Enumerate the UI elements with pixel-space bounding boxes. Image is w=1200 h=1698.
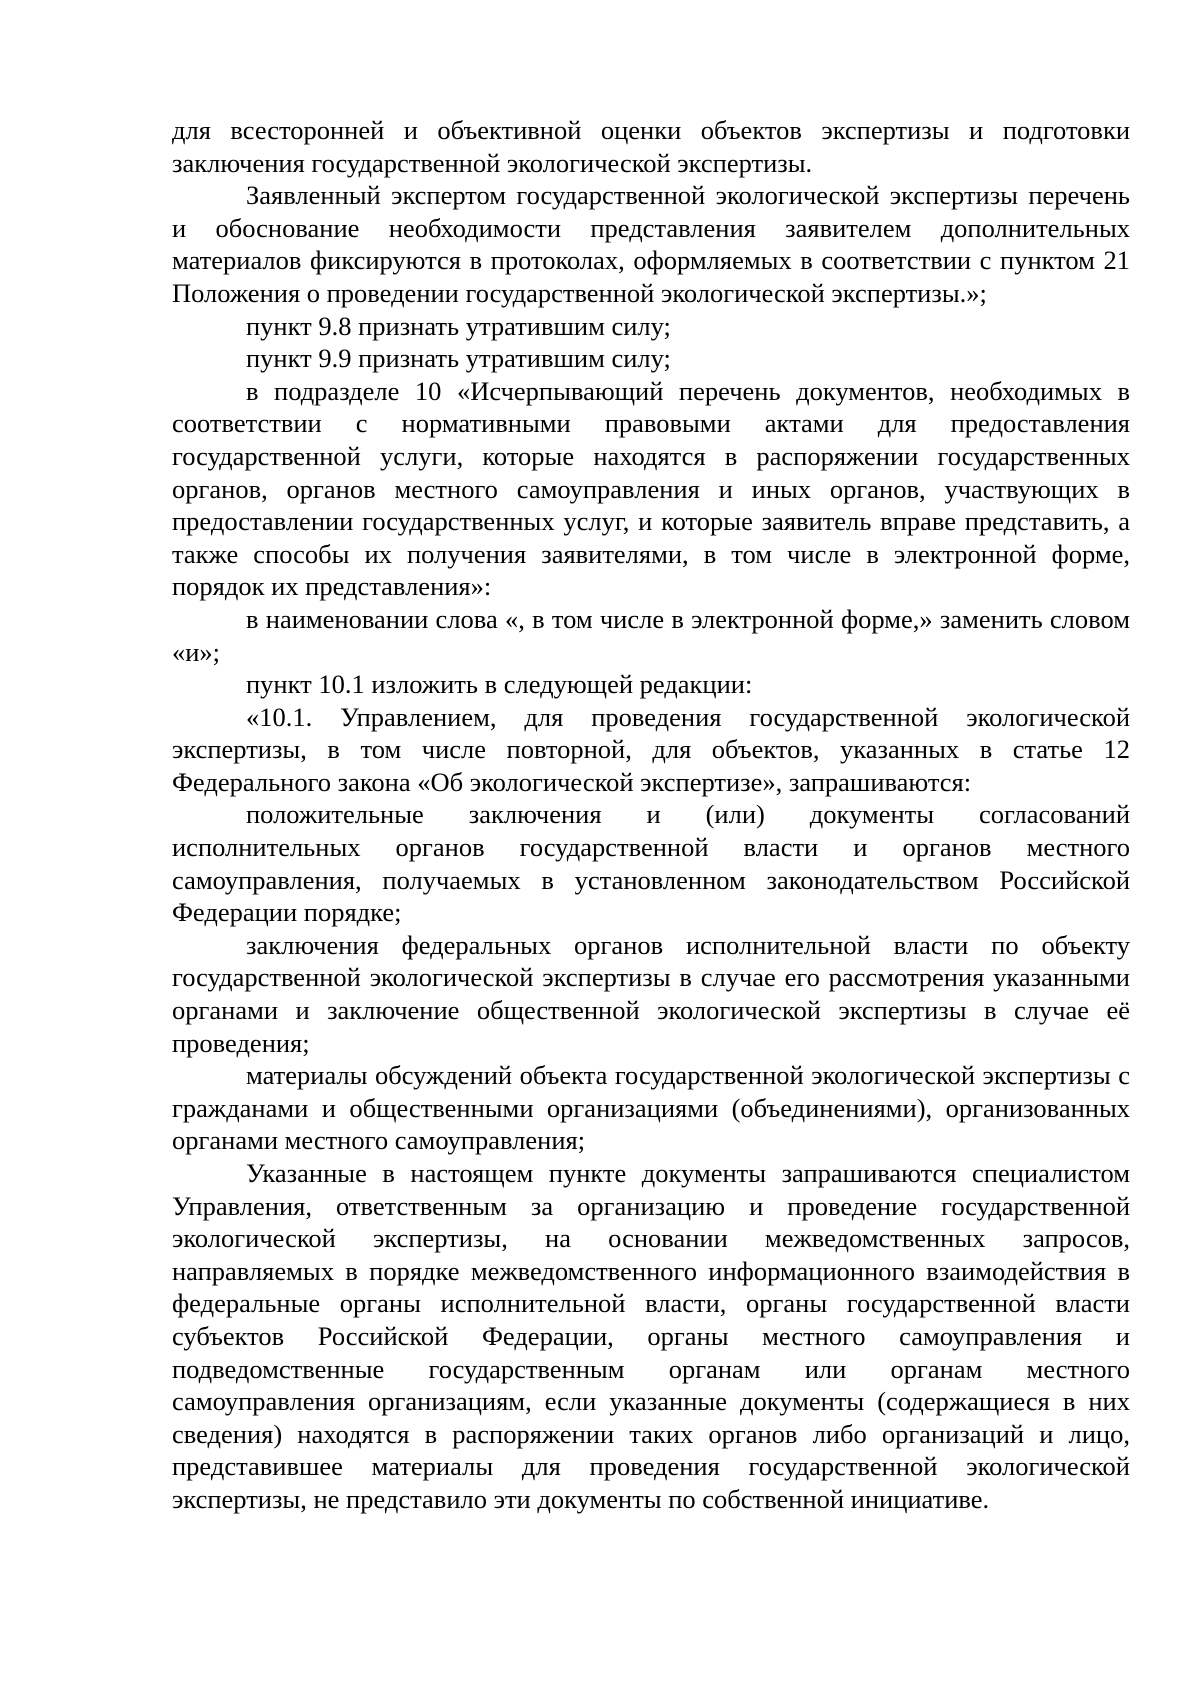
- paragraph: для всесторонней и объективной оценки объектов экспертизы и подготовки заключения государственной экологической экспертизы.: [172, 115, 1130, 178]
- paragraph: пункт 10.1 изложить в следующей редакции:: [246, 669, 753, 700]
- paragraph: «10.1. Управлением, для проведения государственной экологической экспертизы, в том числе повторной, для объектов, указанных в статье 12 Федерального закона «Об экологической экспертизе», запрашиваются:: [172, 701, 1130, 797]
- paragraph: в подразделе 10 «Исчерпывающий перечень документов, необходимых в соответствии с нормативными правовыми актами для предоставления государственной услуги, которые находятся в распоряжении государственных органов, органов местного самоуправления и иных органов, участвующих в предоставлении государственных услуг, и которые заявитель вправе представить, а также способы их получения заявителями, в том числе в электронной форме, порядок их представления»:: [172, 375, 1130, 602]
- paragraph: Указанные в настоящем пункте документы запрашиваются специалистом Управления, ответственным за организацию и проведение государственной экологической экспертизы, на основании межведомственных запросов, направляемых в порядке межведомственного информационного взаимодействия в федеральные органы исполнительной власти, органы государственной власти субъектов Российской Федерации, органы местного самоуправления и подведомственные государственным органам или органам местного самоуправления организациям, если указанные документы (содержащиеся в них сведения) находятся в распоряжении таких органов либо организаций и лицо, представившее материалы для проведения государственной экологической экспертизы, не представило эти документы по собственной инициативе.: [172, 1158, 1130, 1514]
- paragraph: пункт 9.9 признать утратившим силу;: [246, 343, 671, 374]
- document-body: [172, 114, 1130, 1516]
- paragraph: в наименовании слова «, в том числе в электронной форме,» заменить словом «и»;: [172, 603, 1130, 667]
- paragraph: заключения федеральных органов исполнительной власти по объекту государственной экологической экспертизы в случае его рассмотрения указанными органами и заключение общественной экологической экспертизы в случае её проведения;: [172, 929, 1130, 1058]
- paragraph: Заявленный экспертом государственной экологической экспертизы перечень и обоснование необходимости представления заявителем дополнительных материалов фиксируются в протоколах, оформляемых в соответствии с пунктом 21 Положения о проведении государственной экологической экспертизы.»;: [172, 180, 1130, 308]
- paragraph: положительные заключения и (или) документы согласований исполнительных органов государственной власти и органов местного самоуправления, получаемых в установленном законодательством Российской Федерации порядке;: [172, 799, 1130, 928]
- paragraph: пункт 9.8 признать утратившим силу;: [246, 310, 671, 341]
- paragraph: материалы обсуждений объекта государственной экологической экспертизы с гражданами и общественными организациями (объединениями), организованных органами местного самоуправления;: [172, 1060, 1130, 1156]
